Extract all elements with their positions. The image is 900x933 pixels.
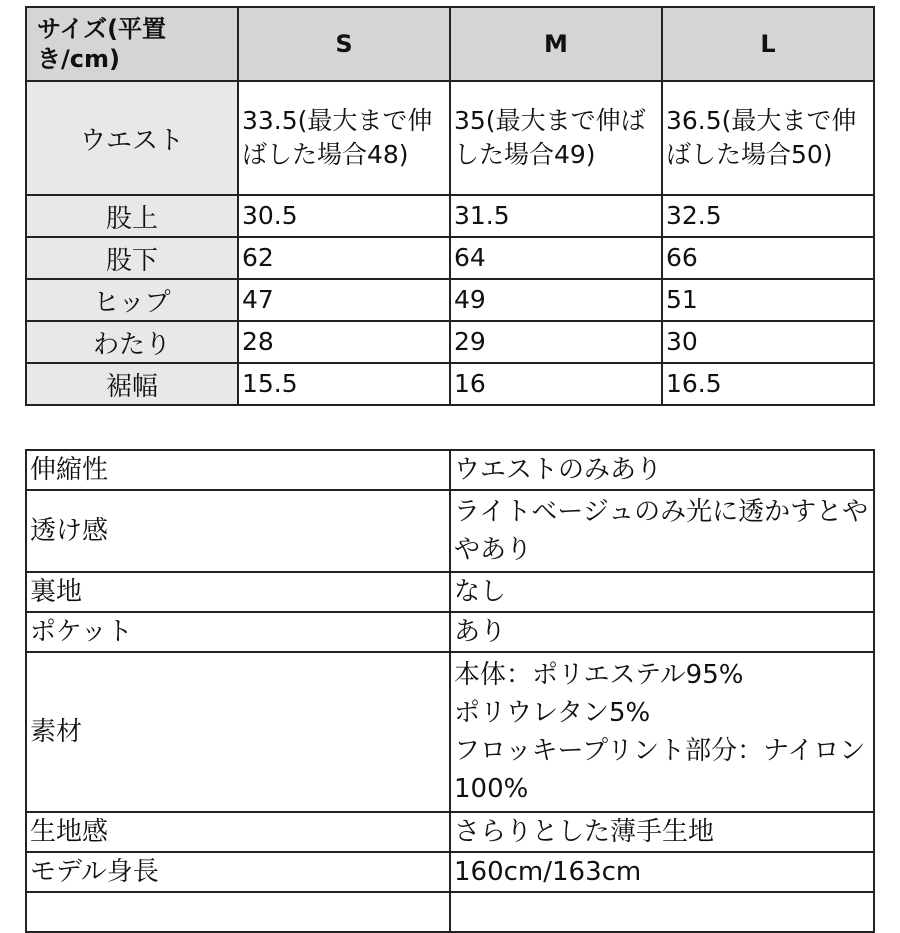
size-row-label: 股上 <box>26 195 238 237</box>
spec-key: 伸縮性 <box>26 450 450 490</box>
size-row-label: 裾幅 <box>26 363 238 405</box>
size-cell: 30 <box>662 321 874 363</box>
size-cell: 32.5 <box>662 195 874 237</box>
size-row-label: わたり <box>26 321 238 363</box>
size-cell: 16.5 <box>662 363 874 405</box>
spec-key: モデル身長 <box>26 852 450 892</box>
size-cell: 35(最大まで伸ばした場合49) <box>450 81 662 195</box>
size-table <box>25 6 875 406</box>
size-cell: 15.5 <box>238 363 450 405</box>
size-cell: 28 <box>238 321 450 363</box>
size-row-label: ヒップ <box>26 279 238 321</box>
size-cell: 49 <box>450 279 662 321</box>
size-cell: 31.5 <box>450 195 662 237</box>
size-cell: 62 <box>238 237 450 279</box>
size-cell: 51 <box>662 279 874 321</box>
size-cell: 36.5(最大まで伸ばした場合50) <box>662 81 874 195</box>
size-row-rise <box>26 195 874 237</box>
size-header-s: S <box>238 7 450 81</box>
spec-row-pocket <box>26 612 874 652</box>
size-row-inseam <box>26 237 874 279</box>
spec-row-sheerness <box>26 490 874 572</box>
spec-key: 素材 <box>26 652 450 812</box>
size-header-l: L <box>662 7 874 81</box>
spec-value: 160cm/163cm <box>450 852 874 892</box>
spec-value: ウエストのみあり <box>450 450 874 490</box>
size-cell: 47 <box>238 279 450 321</box>
size-row-waist <box>26 81 874 195</box>
size-cell: 66 <box>662 237 874 279</box>
spec-table <box>25 449 875 933</box>
spec-row-fabric-feel <box>26 812 874 852</box>
size-row-label: 股下 <box>26 237 238 279</box>
size-row-thigh <box>26 321 874 363</box>
size-row-hem <box>26 363 874 405</box>
size-table-header-row <box>26 7 874 81</box>
spec-row-model-height <box>26 852 874 892</box>
spec-row-stretch <box>26 450 874 490</box>
size-header-corner: サイズ(平置き/cm) <box>26 7 238 81</box>
spec-key: 透け感 <box>26 490 450 572</box>
spec-value: 本体：ポリエステル95% ポリウレタン5% フロッキープリント部分：ナイロン100% <box>450 652 874 812</box>
size-row-label: ウエスト <box>26 81 238 195</box>
size-cell: 64 <box>450 237 662 279</box>
spec-key: 生地感 <box>26 812 450 852</box>
spec-value: ライトベージュのみ光に透かすとややあり <box>450 490 874 572</box>
size-header-m: M <box>450 7 662 81</box>
spec-key: 裏地 <box>26 572 450 612</box>
spec-value-empty <box>450 892 874 932</box>
size-row-hip <box>26 279 874 321</box>
spec-row-material <box>26 652 874 812</box>
size-cell: 30.5 <box>238 195 450 237</box>
size-cell: 29 <box>450 321 662 363</box>
spec-row-lining <box>26 572 874 612</box>
spec-value: あり <box>450 612 874 652</box>
spec-row-truncated <box>26 892 874 932</box>
spec-key-empty <box>26 892 450 932</box>
spec-key: ポケット <box>26 612 450 652</box>
spec-value: なし <box>450 572 874 612</box>
size-cell: 16 <box>450 363 662 405</box>
spec-value: さらりとした薄手生地 <box>450 812 874 852</box>
size-cell: 33.5(最大まで伸ばした場合48) <box>238 81 450 195</box>
